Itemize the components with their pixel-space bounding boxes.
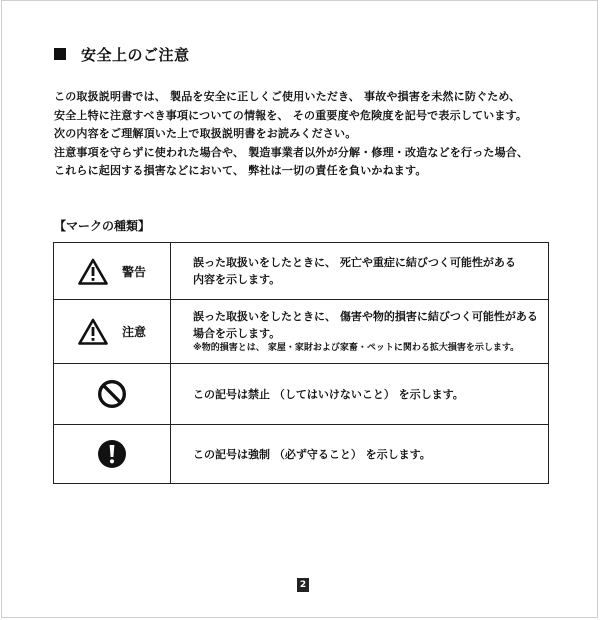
document-page bbox=[1, 0, 598, 618]
warning-triangle-icon bbox=[78, 258, 108, 285]
description-line: 誤った取扱いをしたときに、 死亡や重症に結びつく可能性がある bbox=[193, 256, 516, 269]
marks-section-title: 【マークの種類】 bbox=[54, 219, 151, 233]
prohibition-icon bbox=[97, 379, 127, 409]
symbol-cell bbox=[54, 243, 171, 300]
caution-triangle-icon bbox=[78, 318, 108, 345]
symbol-cell bbox=[54, 364, 171, 425]
intro-line: 次の内容をご理解頂いた上で取扱説明書をお読みください。 bbox=[54, 127, 357, 140]
section-heading bbox=[54, 44, 190, 64]
symbol-cell bbox=[54, 425, 171, 484]
description-cell bbox=[171, 300, 549, 364]
table-row bbox=[54, 425, 549, 484]
table-row bbox=[54, 364, 549, 425]
description-cell bbox=[171, 364, 549, 425]
intro-line: この取扱説明書では、 製品を安全に正しくご使用いただき、 事故や損害を未然に防ぐため、 bbox=[54, 90, 521, 103]
description-cell bbox=[171, 243, 549, 300]
square-bullet-icon bbox=[54, 48, 66, 60]
description-line: 内容を示します。 bbox=[193, 273, 281, 286]
table-row bbox=[54, 300, 549, 364]
warning-label: 警告 bbox=[121, 264, 146, 279]
intro-line: 安全上特に注意すべき事項についての情報を、 その重要度や危険度を記号で表示しています。 bbox=[54, 108, 528, 122]
description-note: ※物的損害とは、 家屋・家財および家畜・ペットに関わる拡大損害を示します。 bbox=[193, 343, 520, 353]
table-row bbox=[54, 243, 549, 300]
description-cell bbox=[171, 425, 549, 484]
symbol-cell bbox=[54, 300, 171, 364]
mandatory-icon bbox=[97, 439, 127, 469]
description-line: この記号は禁止 （してはいけないこと） を示します。 bbox=[193, 387, 464, 401]
page-number: 2 bbox=[297, 578, 309, 592]
description-line: 場合を示します。 bbox=[193, 327, 281, 340]
intro-line: 注意事項を守らずに使われた場合や、 製造事業者以外が分解・修理・改造などを行った場合、 bbox=[54, 145, 529, 159]
marks-table bbox=[53, 242, 549, 484]
description-line: 誤った取扱いをしたときに、 傷害や物的損害に結びつく可能性がある bbox=[193, 310, 538, 323]
description-line: この記号は強制 （必ず守ること） を示します。 bbox=[193, 447, 431, 461]
caution-label: 注意 bbox=[121, 325, 146, 339]
intro-paragraph bbox=[54, 88, 574, 181]
page-title: 安全上のご注意 bbox=[81, 45, 190, 64]
intro-line: これらに起因する損害などにおいて、 弊社は一切の責任を負いかねます。 bbox=[54, 164, 427, 177]
